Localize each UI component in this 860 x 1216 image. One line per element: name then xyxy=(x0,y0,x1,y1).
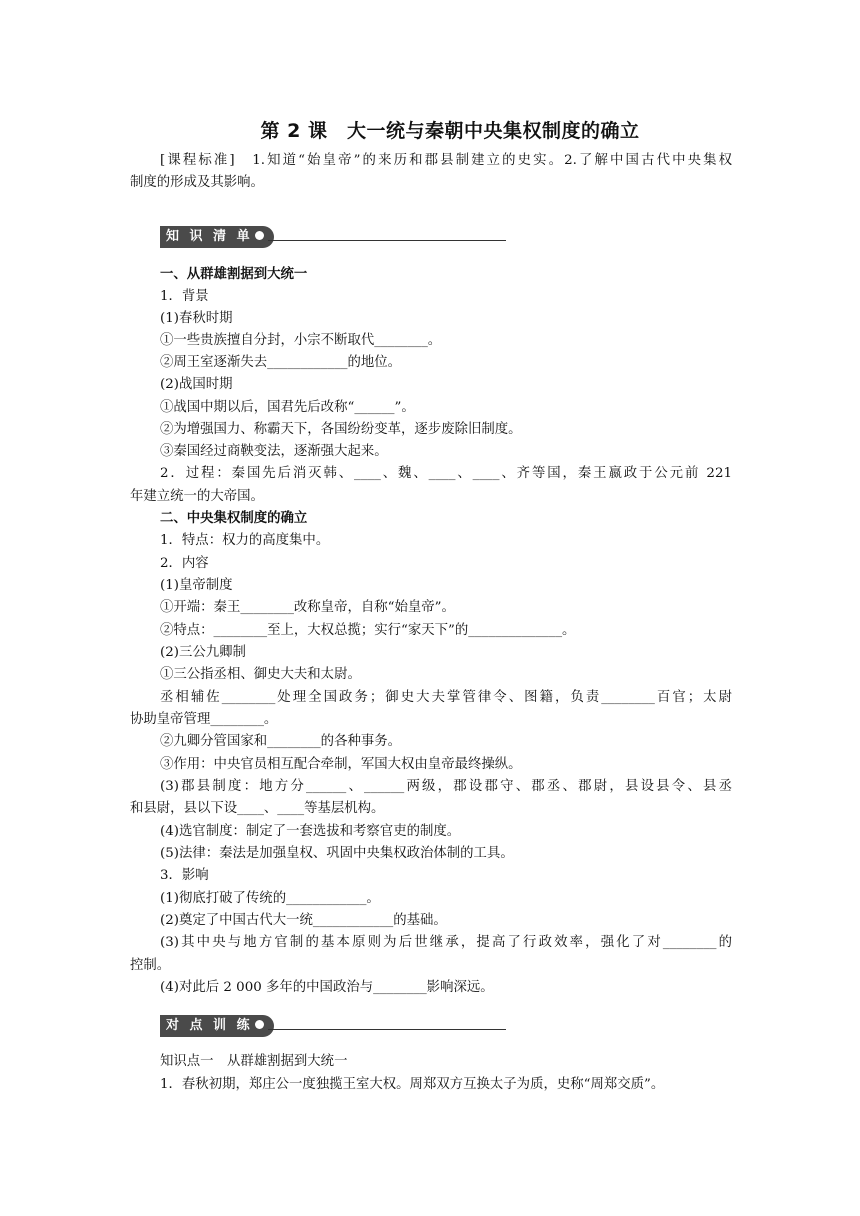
three-ministers-heading: (2)三公九卿制 xyxy=(160,645,246,660)
warring-states-item-3: ③秦国经过商鞅变法，逐渐强大起来。 xyxy=(160,444,388,459)
question-1-line: 1．春秋初期，郑庄公一度独揽王室大权。周郑双方互换太子为质，史称“周郑交质”。 xyxy=(160,1077,665,1092)
knowledge-list-label: 知 识 清 单 xyxy=(166,229,253,244)
process-line-1: 2．过程：秦国先后消灭韩、____、魏、____、____、齐等国，秦王嬴政于公元前 221 xyxy=(160,466,732,481)
emperor-system-heading: (1)皇帝制度 xyxy=(160,578,233,593)
three-ministers-item-2b: 协助皇帝管理________。 xyxy=(130,712,278,727)
warring-states-heading: (2)战国时期 xyxy=(160,377,233,392)
bullet-dot-icon xyxy=(255,231,264,240)
warring-states-item-2: ②为增强国力、称霸天下，各国纷纷变革，逐步废除旧制度。 xyxy=(160,422,522,437)
curriculum-standard-line-2: 制度的形成及其影响。 xyxy=(130,175,264,190)
three-ministers-item-2a: 丞相辅佐________处理全国政务；御史大夫掌管律令、图籍，负责________百官；太尉 xyxy=(160,690,732,705)
banner-divider xyxy=(268,240,506,241)
county-system-line-1: (3)郡县制度：地方分______、______两级，郡设郡守、郡丞、郡尉，县设县令、县丞 xyxy=(160,779,732,794)
official-selection-line: (4)选官制度：制定了一套选拔和考察官吏的制度。 xyxy=(160,824,461,839)
feature-line: 1．特点：权力的高度集中。 xyxy=(160,533,330,548)
curriculum-standard-line-1: [课程标准] 1.知道“始皇帝”的来历和郡县制建立的史实。2.了解中国古代中央集权 xyxy=(160,153,732,168)
three-ministers-item-1: ①三公指丞相、御史大夫和太尉。 xyxy=(160,667,361,682)
nine-ministers-item: ②九卿分管国家和________的各种事务。 xyxy=(160,734,402,749)
practice-banner xyxy=(160,1015,506,1037)
knowledge-list-banner xyxy=(160,226,506,248)
lesson-title: 第 2 课 大一统与秦朝中央集权制度的确立 xyxy=(260,120,640,142)
county-system-line-2: 和县尉，县以下设____、____等基层机构。 xyxy=(130,801,385,816)
spring-autumn-item-2: ②周王室逐渐失去____________的地位。 xyxy=(160,355,402,370)
ministers-function-item: ③作用：中央官员相互配合牵制，军国大权由皇帝最终操纵。 xyxy=(160,757,522,772)
spring-autumn-heading: (1)春秋时期 xyxy=(160,311,233,326)
impact-item-2: (2)奠定了中国古代大一统____________的基础。 xyxy=(160,913,447,928)
bullet-dot-icon xyxy=(255,1020,264,1029)
practice-label: 对 点 训 练 xyxy=(166,1018,253,1033)
banner-divider xyxy=(268,1029,506,1030)
emperor-item-1: ①开端：秦王________改称皇帝，自称“始皇帝”。 xyxy=(160,600,455,615)
impact-item-4: (4)对此后 2 000 多年的中国政治与________影响深远。 xyxy=(160,980,494,995)
emperor-item-2: ②特点：________至上，大权总揽；实行“家天下”的______________。 xyxy=(160,623,576,638)
content-heading: 2．内容 xyxy=(160,556,209,571)
knowledge-point-1-heading: 知识点一 从群雄割据到大统一 xyxy=(160,1054,348,1069)
impact-item-1: (1)彻底打破了传统的____________。 xyxy=(160,891,380,906)
process-line-2: 年建立统一的大帝国。 xyxy=(130,489,264,504)
impact-item-3b: 控制。 xyxy=(130,958,171,973)
section2-heading: 二、中央集权制度的确立 xyxy=(160,511,308,526)
impact-heading: 3．影响 xyxy=(160,868,209,883)
impact-item-3a: (3)其中央与地方官制的基本原则为后世继承，提高了行政效率，强化了对________的 xyxy=(160,935,732,950)
section1-heading: 一、从群雄割据到大统一 xyxy=(160,267,308,282)
background-heading: 1．背景 xyxy=(160,289,209,304)
law-line: (5)法律：秦法是加强皇权、巩固中央集权政治体制的工具。 xyxy=(160,846,514,861)
spring-autumn-item-1: ①一些贵族擅自分封，小宗不断取代________。 xyxy=(160,333,442,348)
warring-states-item-1: ①战国中期以后，国君先后改称“______”。 xyxy=(160,400,415,415)
